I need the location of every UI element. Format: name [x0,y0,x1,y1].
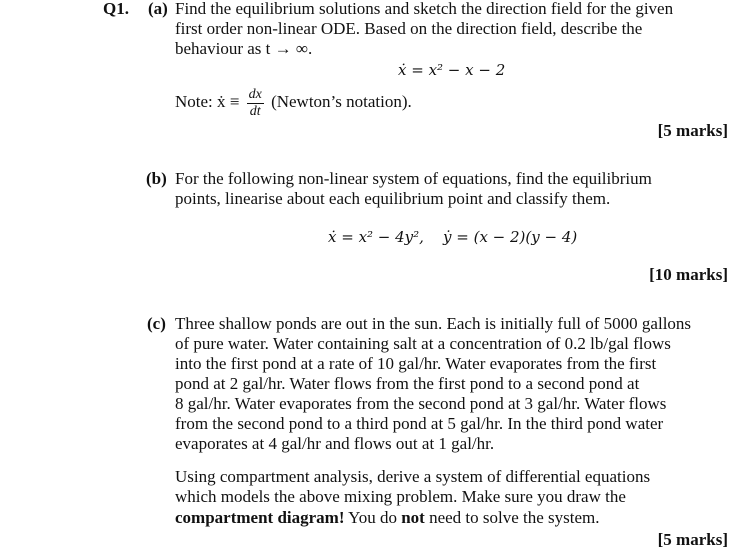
part-b-equation: ẋ = x² − 4y², ẏ = (x − 2)(y − 4) [328,228,578,246]
question-number: Q1. [103,0,129,18]
part-c-line-6: from the second pond to a third pond at 5 gal/hr. In the third pond water [175,414,664,433]
note-fraction-denominator: dt [249,103,261,119]
compartment-diagram-emphasis: compartment diagram! [175,508,345,527]
part-a-equation: ẋ = x² − x − 2 [398,61,506,79]
note-prefix: Note: ẋ ≡ [175,92,240,111]
part-b-marks: [10 marks] [649,265,728,284]
part-a-label: (a) [148,0,168,18]
part-a-marks: [5 marks] [657,121,728,140]
last-line-text-2: need to solve the system. [424,508,600,527]
part-c-line-7: evaporates at 4 gal/hr and flows out at 1 gal/hr. [175,434,495,453]
part-a-line-3: behaviour as t → ∞. [175,39,313,58]
part-b-line-2: points, linearise about each equilibrium point and classify them. [175,189,611,208]
last-line-text-1: You do [344,508,402,527]
part-c-line-2: of pure water. Water containing salt at a concentration of 0.2 lb/gal flows [175,334,671,353]
part-c-para2-line-3 [175,508,600,528]
part-c-para2-line-1: Using compartment analysis, derive a system of differential equations [175,467,651,486]
part-a-line-1: Find the equilibrium solutions and sketch the direction field for the given [175,0,674,18]
note-fraction-numerator: dx [248,86,262,102]
part-b-line-1: For the following non-linear system of equations, find the equilibrium [175,169,652,188]
note-fraction [247,87,264,120]
part-c-marks: [5 marks] [657,530,728,549]
part-c-line-4: pond at 2 gal/hr. Water flows from the first pond to a second pond at [175,374,640,393]
part-b-label: (b) [146,169,167,188]
part-a-line-2: first order non-linear ODE. Based on the direction field, describe the [175,19,643,38]
part-a-note [175,83,412,121]
not-emphasis: not [401,508,425,527]
note-suffix: (Newton’s notation). [271,92,412,111]
part-c-label: (c) [147,314,166,333]
part-c-line-5: 8 gal/hr. Water evaporates from the second pond at 3 gal/hr. Water flows [175,394,667,413]
part-c-para2-line-2: which models the above mixing problem. Make sure you draw the [175,487,626,506]
part-c-line-1: Three shallow ponds are out in the sun. Each is initially full of 5000 gallons [175,314,692,333]
part-c-line-3: into the first pond at a rate of 10 gal/hr. Water evaporates from the first [175,354,657,373]
